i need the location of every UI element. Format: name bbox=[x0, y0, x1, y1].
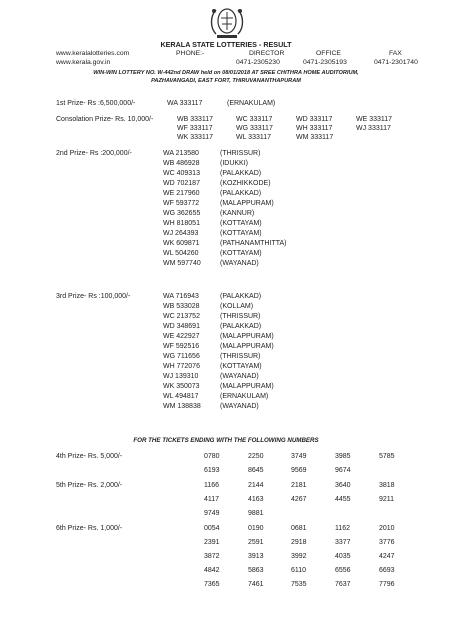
director-phone: 0471-2305230 bbox=[236, 59, 280, 66]
third-prize-place: (WAYANAD) bbox=[220, 373, 259, 380]
sixth-prize-number: 2010 bbox=[379, 525, 395, 532]
office-phone: 0471-2305193 bbox=[303, 59, 347, 66]
consolation-ticket: WK 333117 bbox=[177, 134, 214, 141]
fourth-prize-number: 9569 bbox=[291, 467, 307, 474]
ending-numbers-title: FOR THE TICKETS ENDING WITH THE FOLLOWING NUMBERS bbox=[133, 437, 319, 444]
second-prize-place: (PALAKKAD) bbox=[220, 190, 262, 197]
consolation-ticket: WB 333117 bbox=[177, 116, 214, 123]
consolation-ticket: WE 333117 bbox=[356, 116, 393, 123]
fourth-prize-number: 6193 bbox=[204, 467, 220, 474]
third-prize-ticket: WA 716943 bbox=[163, 293, 199, 300]
phone-label: PHONE:- bbox=[176, 50, 205, 57]
sixth-prize-number: 6110 bbox=[291, 567, 307, 574]
sixth-prize-number: 2591 bbox=[248, 539, 264, 546]
first-prize-label: 1st Prize- Rs :6,500,000/- bbox=[56, 100, 136, 107]
sixth-prize-number: 3776 bbox=[379, 539, 395, 546]
fifth-prize-number: 3640 bbox=[335, 482, 351, 489]
fourth-prize-number: 5785 bbox=[379, 453, 395, 460]
third-prize-ticket: WK 350073 bbox=[163, 383, 200, 390]
first-prize-place: (ERNAKULAM) bbox=[227, 100, 276, 107]
sixth-prize-number: 7637 bbox=[335, 581, 351, 588]
draw-venue: PAZHAVANGADI, EAST FORT, THIRUVANANTHAPURAM bbox=[151, 78, 301, 84]
sixth-prize-number: 1162 bbox=[335, 525, 351, 532]
director-label: DIRECTOR bbox=[249, 50, 285, 57]
sixth-prize-number: 3913 bbox=[248, 553, 264, 560]
sixth-prize-number: 2391 bbox=[204, 539, 220, 546]
second-prize-place: (PALAKKAD) bbox=[220, 170, 262, 177]
consolation-ticket: WH 333117 bbox=[296, 125, 333, 132]
third-prize-place: (THRISSUR) bbox=[220, 313, 261, 320]
third-prize-place: (KOLLAM) bbox=[220, 303, 254, 310]
fax-label: FAX bbox=[389, 50, 402, 57]
sixth-prize-number: 7535 bbox=[291, 581, 307, 588]
third-prize-ticket: WD 348691 bbox=[163, 323, 200, 330]
second-prize-place: (MALAPPURAM) bbox=[220, 200, 274, 207]
first-prize-ticket: WA 333117 bbox=[167, 100, 203, 107]
fifth-prize-number: 2144 bbox=[248, 482, 264, 489]
third-prize-place: (MALAPPURAM) bbox=[220, 343, 274, 350]
consolation-ticket: WC 333117 bbox=[236, 116, 273, 123]
second-prize-ticket: WD 702187 bbox=[163, 180, 200, 187]
third-prize-place: (WAYANAD) bbox=[220, 403, 259, 410]
second-prize-place: (KOTTAYAM) bbox=[220, 220, 262, 227]
sixth-prize-number: 2918 bbox=[291, 539, 307, 546]
second-prize-place: (KANNUR) bbox=[220, 210, 255, 217]
consolation-ticket: WJ 333117 bbox=[356, 125, 391, 132]
sixth-prize-number: 6556 bbox=[335, 567, 351, 574]
second-prize-place: (PATHANAMTHITTA) bbox=[220, 240, 287, 247]
fifth-prize-number: 9749 bbox=[204, 510, 220, 517]
consolation-ticket: WD 333117 bbox=[296, 116, 333, 123]
second-prize-place: (KOZHIKKODE) bbox=[220, 180, 271, 187]
third-prize-ticket: WF 592516 bbox=[163, 343, 200, 350]
second-prize-ticket: WL 504260 bbox=[163, 250, 199, 257]
fifth-prize-number: 4455 bbox=[335, 496, 351, 503]
sixth-prize-number: 4842 bbox=[204, 567, 220, 574]
fifth-prize-number: 1166 bbox=[204, 482, 220, 489]
sixth-prize-number: 4247 bbox=[379, 553, 395, 560]
sixth-prize-number: 7796 bbox=[379, 581, 395, 588]
fourth-prize-number: 0780 bbox=[204, 453, 220, 460]
second-prize-ticket: WH 818051 bbox=[163, 220, 200, 227]
sixth-prize-number: 6693 bbox=[379, 567, 395, 574]
second-prize-ticket: WJ 264393 bbox=[163, 230, 199, 237]
sixth-prize-label: 6th Prize- Rs. 1,000/- bbox=[56, 525, 123, 532]
fifth-prize-number: 4163 bbox=[248, 496, 264, 503]
fourth-prize-number: 8645 bbox=[248, 467, 264, 474]
fourth-prize-number: 2250 bbox=[248, 453, 264, 460]
third-prize-place: (KOTTAYAM) bbox=[220, 363, 262, 370]
sixth-prize-number: 7365 bbox=[204, 581, 220, 588]
third-prize-place: (ERNAKULAM) bbox=[220, 393, 269, 400]
office-label: OFFICE bbox=[316, 50, 341, 57]
draw-info: WIN-WIN LOTTERY NO. W-442nd DRAW held on 08/01/2018 AT SREE CHITHRA HOME AUDITORIUM, bbox=[93, 70, 359, 76]
page-title: KERALA STATE LOTTERIES - RESULT bbox=[160, 40, 292, 49]
third-prize-ticket: WB 533028 bbox=[163, 303, 200, 310]
second-prize-ticket: WA 213580 bbox=[163, 150, 199, 157]
consolation-prize-label: Consolation Prize- Rs. 10,000/- bbox=[56, 116, 154, 123]
second-prize-ticket: WK 609871 bbox=[163, 240, 200, 247]
website-link[interactable]: www.kerala.gov.in bbox=[56, 59, 111, 66]
sixth-prize-number: 0054 bbox=[204, 525, 220, 532]
consolation-ticket: WG 333117 bbox=[236, 125, 273, 132]
second-prize-ticket: WE 217960 bbox=[163, 190, 200, 197]
fax-phone: 0471-2301740 bbox=[374, 59, 418, 66]
third-prize-ticket: WJ 139310 bbox=[163, 373, 199, 380]
third-prize-place: (MALAPPURAM) bbox=[220, 333, 274, 340]
second-prize-ticket: WC 409313 bbox=[163, 170, 200, 177]
fourth-prize-label: 4th Prize- Rs. 5,000/- bbox=[56, 453, 123, 460]
third-prize-place: (MALAPPURAM) bbox=[220, 383, 274, 390]
sixth-prize-number: 3377 bbox=[335, 539, 351, 546]
website-link[interactable]: www.keralalotteries.com bbox=[56, 50, 130, 57]
kerala-emblem-icon bbox=[205, 4, 249, 40]
third-prize-ticket: WG 711656 bbox=[163, 353, 200, 360]
second-prize-ticket: WF 593772 bbox=[163, 200, 200, 207]
third-prize-ticket: WH 772076 bbox=[163, 363, 200, 370]
third-prize-place: (PALAKKAD) bbox=[220, 323, 262, 330]
second-prize-place: (WAYANAD) bbox=[220, 260, 259, 267]
fourth-prize-number: 3749 bbox=[291, 453, 307, 460]
second-prize-label: 2nd Prize- Rs :200,000/- bbox=[56, 150, 132, 157]
fifth-prize-number: 9881 bbox=[248, 510, 264, 517]
second-prize-ticket: WM 597740 bbox=[163, 260, 201, 267]
third-prize-label: 3rd Prize- Rs :100,000/- bbox=[56, 293, 131, 300]
fifth-prize-number: 4117 bbox=[204, 496, 220, 503]
second-prize-place: (KOTTAYAM) bbox=[220, 250, 262, 257]
sixth-prize-number: 0681 bbox=[291, 525, 307, 532]
consolation-ticket: WM 333117 bbox=[296, 134, 334, 141]
fourth-prize-number: 3985 bbox=[335, 453, 351, 460]
fourth-prize-number: 9674 bbox=[335, 467, 351, 474]
sixth-prize-number: 3992 bbox=[291, 553, 307, 560]
second-prize-ticket: WB 486928 bbox=[163, 160, 200, 167]
third-prize-ticket: WE 422927 bbox=[163, 333, 200, 340]
third-prize-ticket: WC 213752 bbox=[163, 313, 200, 320]
sixth-prize-number: 3872 bbox=[204, 553, 220, 560]
third-prize-ticket: WM 138838 bbox=[163, 403, 201, 410]
consolation-ticket: WL 333117 bbox=[236, 134, 272, 141]
sixth-prize-number: 0190 bbox=[248, 525, 264, 532]
second-prize-place: (KOTTAYAM) bbox=[220, 230, 262, 237]
third-prize-ticket: WL 494817 bbox=[163, 393, 199, 400]
consolation-ticket: WF 333117 bbox=[177, 125, 213, 132]
second-prize-place: (IDUKKI) bbox=[220, 160, 248, 167]
fifth-prize-number: 9211 bbox=[379, 496, 395, 503]
fifth-prize-number: 3818 bbox=[379, 482, 395, 489]
fifth-prize-number: 4267 bbox=[291, 496, 307, 503]
fifth-prize-number: 2181 bbox=[291, 482, 307, 489]
second-prize-place: (THRISSUR) bbox=[220, 150, 261, 157]
sixth-prize-number: 5863 bbox=[248, 567, 264, 574]
second-prize-ticket: WG 362655 bbox=[163, 210, 201, 217]
sixth-prize-number: 7461 bbox=[248, 581, 264, 588]
sixth-prize-number: 4035 bbox=[335, 553, 351, 560]
third-prize-place: (THRISSUR) bbox=[220, 353, 261, 360]
fifth-prize-label: 5th Prize- Rs. 2,000/- bbox=[56, 482, 123, 489]
third-prize-place: (PALAKKAD) bbox=[220, 293, 262, 300]
